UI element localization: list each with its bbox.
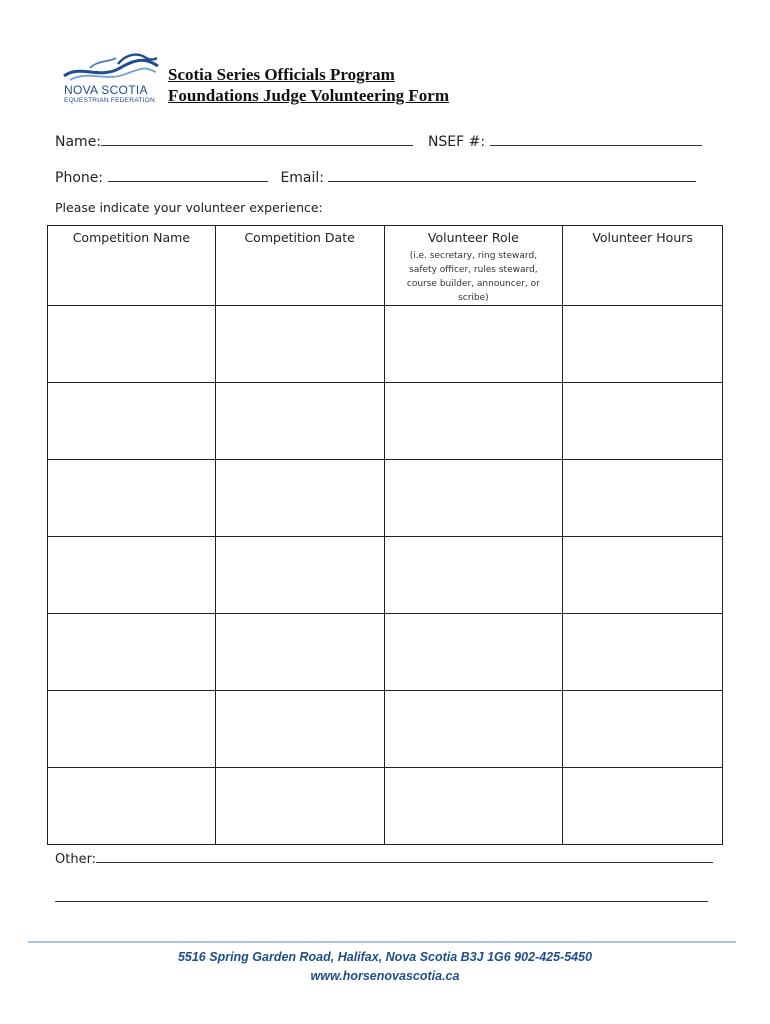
other-row — [55, 848, 713, 867]
table-cell[interactable] — [215, 614, 384, 691]
footer-website[interactable]: www.horsenovascotia.ca — [310, 969, 460, 983]
table-cell[interactable] — [384, 537, 563, 614]
table-row — [48, 460, 723, 537]
table-cell[interactable] — [215, 306, 384, 383]
col-competition-name: Competition Name — [48, 226, 216, 306]
nsef-logo — [60, 50, 160, 110]
name-row — [55, 131, 702, 151]
instruction-text: Please indicate your volunteer experience: — [55, 200, 323, 215]
nsef-field[interactable] — [490, 131, 702, 146]
table-row — [48, 691, 723, 768]
other-label: Other: — [55, 852, 97, 867]
table-cell[interactable] — [48, 691, 216, 768]
table-cell[interactable] — [48, 537, 216, 614]
table-cell[interactable] — [563, 460, 723, 537]
table-row — [48, 768, 723, 845]
title-line-1: Scotia Series Officials Program — [168, 65, 395, 84]
table-row — [48, 306, 723, 383]
logo-subtitle: EQUESTRIAN FEDERATION — [64, 97, 155, 104]
col-volunteer-role: Volunteer Role (i.e. secretary, ring steward, safety officer, rules steward, course builder, announcer, or scribe) — [384, 226, 563, 306]
form-title — [168, 64, 449, 106]
name-label: Name: — [55, 134, 102, 150]
table-cell[interactable] — [215, 691, 384, 768]
table-cell[interactable] — [563, 691, 723, 768]
volunteer-role-hint: (i.e. secretary, ring steward, safety officer, rules steward, course builder, announcer, or scribe) — [406, 251, 540, 303]
table-cell[interactable] — [384, 614, 563, 691]
table-cell[interactable] — [384, 306, 563, 383]
table-cell[interactable] — [384, 691, 563, 768]
table-cell[interactable] — [48, 383, 216, 460]
table-row — [48, 614, 723, 691]
other-field-line-2[interactable] — [55, 901, 708, 902]
table-cell[interactable] — [563, 383, 723, 460]
nsef-label: NSEF #: — [427, 134, 486, 150]
contact-row — [55, 167, 696, 187]
horse-wave-icon — [60, 50, 160, 84]
table-cell[interactable] — [384, 460, 563, 537]
table-cell[interactable] — [215, 537, 384, 614]
footer-divider — [28, 941, 736, 943]
table-cell[interactable] — [48, 460, 216, 537]
table-row — [48, 383, 723, 460]
email-field[interactable] — [328, 167, 696, 182]
title-line-2: Foundations Judge Volunteering Form — [168, 86, 450, 105]
table-row — [48, 537, 723, 614]
other-field[interactable] — [96, 848, 713, 863]
email-label: Email: — [280, 170, 325, 186]
footer-address: 5516 Spring Garden Road, Halifax, Nova Scotia B3J 1G6 902-425-5450 — [177, 950, 593, 964]
table-cell[interactable] — [48, 614, 216, 691]
col-volunteer-hours: Volunteer Hours — [563, 226, 723, 306]
col-competition-date: Competition Date — [215, 226, 384, 306]
name-field[interactable] — [101, 131, 413, 146]
table-cell[interactable] — [48, 306, 216, 383]
table-cell[interactable] — [563, 768, 723, 845]
phone-label: Phone: — [55, 170, 104, 186]
table-cell[interactable] — [215, 460, 384, 537]
table-cell[interactable] — [563, 614, 723, 691]
table-cell[interactable] — [215, 768, 384, 845]
table-cell[interactable] — [384, 768, 563, 845]
table-cell[interactable] — [563, 306, 723, 383]
phone-field[interactable] — [108, 167, 268, 182]
table-header-row — [48, 226, 723, 306]
volunteer-table — [47, 225, 723, 845]
logo-name: NOVA SCOTIA — [64, 83, 148, 97]
table-cell[interactable] — [563, 537, 723, 614]
table-cell[interactable] — [215, 383, 384, 460]
table-cell[interactable] — [48, 768, 216, 845]
table-cell[interactable] — [384, 383, 563, 460]
